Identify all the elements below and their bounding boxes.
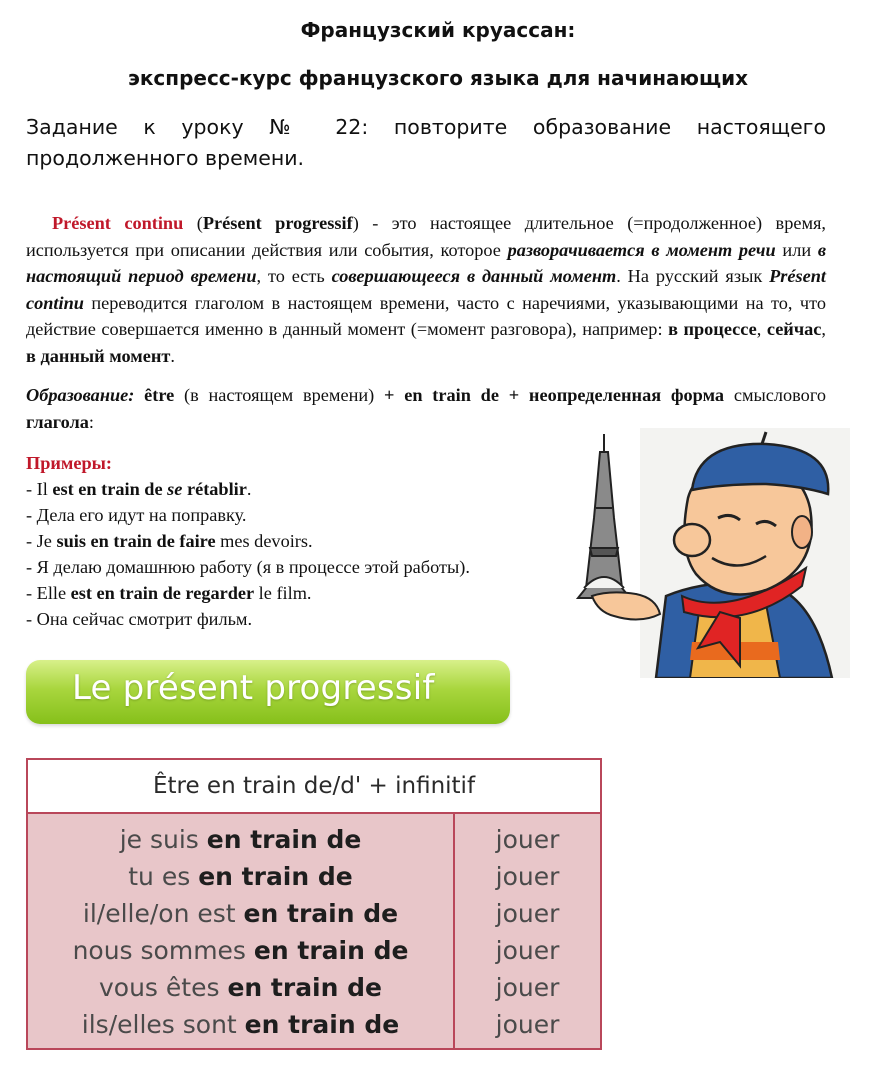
intro-paragraph: Présent continu (Présent progressif) - это настоящее длительное (=продолженное) время, используется при описании действия или события, которое разворачивается в момент речи или в настоящий период времени, то есть совершающееся в данный момент. На русский язык Présent continu переводится глаголом в настоящем времени, часто с наречиями, указывающими на то, что действие совершается именно в данный момент (=момент разговора), например: в процессе, сейчас, в данный момент. (26, 213, 826, 366)
infinitive-cell: jouer (495, 862, 560, 891)
infinitive-cell: jouer (495, 899, 560, 928)
infinitive-cell: jouer (495, 825, 560, 854)
document-title: Французский круассан: (300, 18, 576, 42)
conjugation-table (26, 758, 602, 1050)
banner-label: Le présent progressif (72, 668, 435, 708)
examples-block (26, 450, 566, 632)
subject-cell: nous sommes en train de (72, 936, 409, 965)
table-row (28, 895, 600, 932)
term-present-continu: Présent continu (52, 213, 184, 233)
table-row (28, 969, 600, 1006)
example-translation: - Я делаю домашнюю работу (я в процессе этой работы). (26, 557, 470, 577)
eiffel-tower-icon (578, 434, 630, 598)
formation-paragraph: Образование: être (в настоящем времени) + en train de + неопределенная форма смыслового глагола: (26, 385, 827, 432)
examples-title: Примеры: (26, 453, 113, 473)
example-translation: - Дела его идут на поправку. (26, 505, 247, 525)
subject-cell: tu es en train de (128, 862, 353, 891)
formation-label: Образование: (26, 385, 135, 405)
table-row (28, 858, 600, 895)
conjugation-table-header: Être en train de/d' + infinitif (28, 760, 600, 814)
subject-cell: il/elle/on est en train de (82, 899, 399, 928)
present-progressif-banner (26, 660, 510, 724)
example-line: - Elle est en train de regarder le film. (26, 583, 312, 603)
example-line: - Il est en train de se rétablir. (26, 479, 252, 499)
document-subtitle: экспресс-курс французского языка для начинающих (127, 66, 749, 90)
infinitive-cell: jouer (495, 973, 560, 1002)
subject-cell: je suis en train de (119, 825, 362, 854)
table-row (28, 1006, 600, 1043)
table-row (28, 821, 600, 858)
conjugation-table-body (28, 814, 600, 1048)
example-translation: - Она сейчас смотрит фильм. (26, 609, 253, 629)
lesson-task: Задание к уроку № 22: повторите образование настоящего продолженного времени. (26, 115, 826, 170)
table-row (28, 932, 600, 969)
infinitive-cell: jouer (495, 936, 560, 965)
term-present-progressif: Présent progressif (202, 213, 353, 233)
subject-cell: vous êtes en train de (99, 973, 382, 1002)
frenchman-eiffel-illustration (570, 428, 850, 678)
infinitive-cell: jouer (495, 1010, 560, 1039)
example-line: - Je suis en train de faire mes devoirs. (26, 531, 313, 551)
subject-cell: ils/elles sont en train de (81, 1010, 400, 1039)
